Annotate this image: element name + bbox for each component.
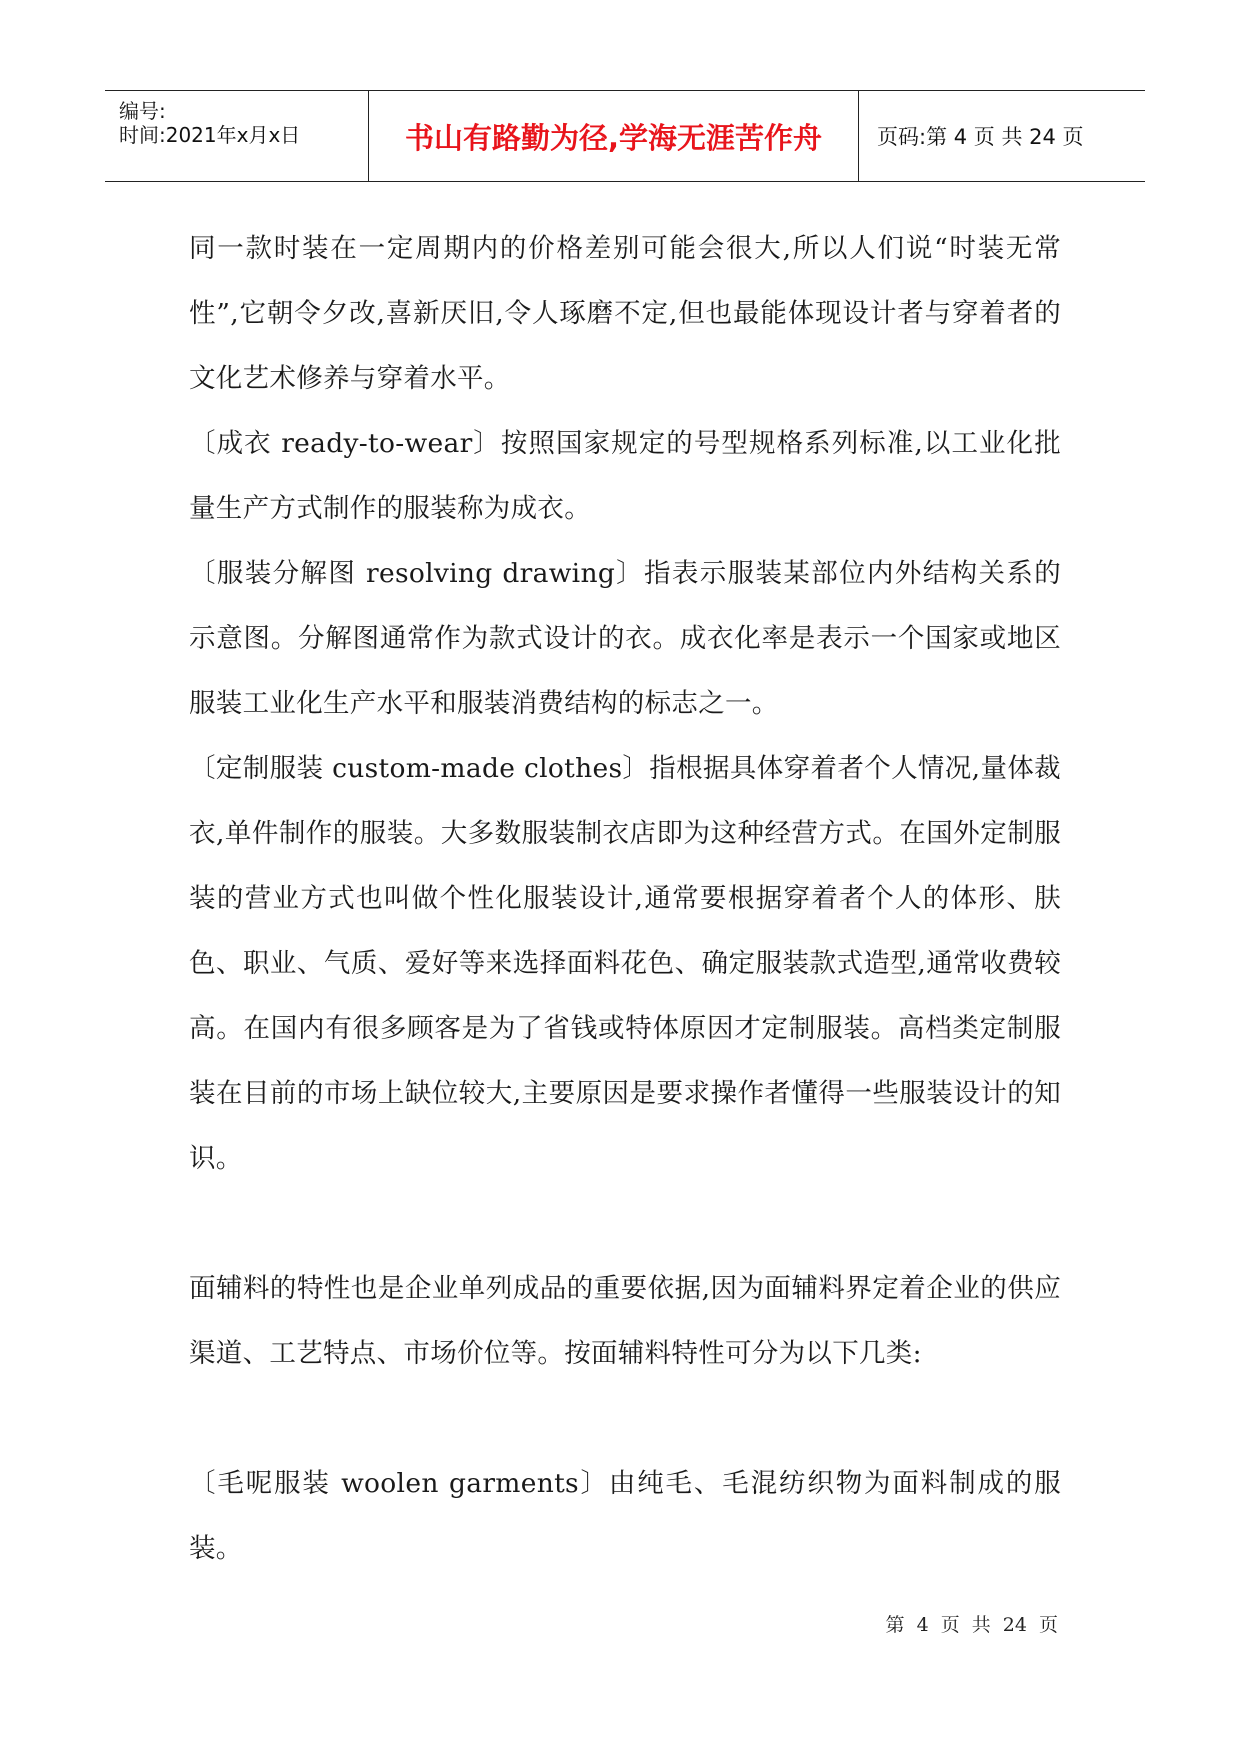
paragraph-custom-made: 〔定制服装 custom-made clothes〕指根据具体穿着者个人情况,量体裁衣,单件制作的服装。大多数服装制衣店即为这种经营方式。在国外定制服装的营业方式也叫做个性化服装设计,通常要根据穿着者个人的体形、肤色、职业、气质、爱好等来选择面料花色、确定服装款式造型,通常收费较高。在国内有很多顾客是为了省钱或特体原因才定制服装。高档类定制服装在目前的市场上缺位较大,主要原因是要求操作者懂得一些服装设计的知识。 (189, 753, 1061, 1174)
paragraph-fashion-price: 同一款时装在一定周期内的价格差别可能会很大,所以人们说“时装无常性”,它朝令夕改,喜新厌旧,令人琢磨不定,但也最能体现设计者与穿着者的文化艺术修养与穿着水平。 (189, 233, 1061, 394)
paragraph-ready-to-wear: 〔成衣 ready-to-wear〕按照国家规定的号型规格系列标准,以工业化批量生产方式制作的服装称为成衣。 (189, 428, 1061, 524)
paragraph-woolen-garments: 〔毛呢服装 woolen garments〕由纯毛、毛混纺织物为面料制成的服装。 (189, 1468, 1061, 1564)
header-page-number: 页码:第 4 页 共 24 页 (877, 125, 1084, 149)
header-motto: 书山有路勤为径,学海无涯苦作舟 (369, 91, 859, 181)
header-meta-cell (105, 91, 369, 181)
paragraph-resolving-drawing: 〔服装分解图 resolving drawing〕指表示服装某部位内外结构关系的示意图。分解图通常作为款式设计的衣。成衣化率是表示一个国家或地区服装工业化生产水平和服装消费结构的标志之一。 (189, 558, 1061, 719)
date-label: 时间:2021年x月x日 (119, 123, 301, 147)
serial-number-label: 编号: (119, 99, 166, 123)
document-header (105, 90, 1145, 182)
paragraph-spacer (189, 1191, 1061, 1256)
paragraph-spacer (189, 1386, 1061, 1451)
paragraph-materials: 面辅料的特性也是企业单列成品的重要依据,因为面辅料界定着企业的供应渠道、工艺特点、市场价位等。按面辅料特性可分为以下几类: (189, 1273, 1061, 1369)
document-body (189, 216, 1061, 1581)
page-footer: 第 4 页 共 24 页 (885, 1614, 1058, 1636)
